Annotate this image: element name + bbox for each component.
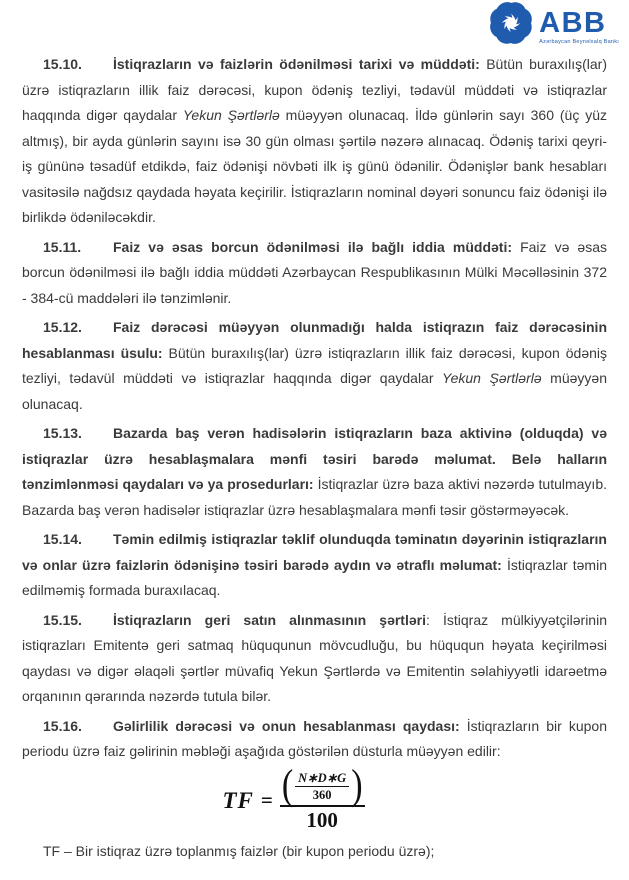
inner-numerator: N∗D∗G	[298, 770, 347, 785]
section-text: : İstiqraz mülkiyyətçilərinin istiqrazları Emitentə geri satmaq hüququnun mövcudluğu, bu hüququn həyata keçirilməsi qaydası və digər əlaqəli şərtlər müvafiq Yekun Şərtlərdə və Emitentin səlahiyyətli idarəetmə orqanının qərarında nəzərdə tutula bilər.	[22, 611, 607, 704]
coupon-interest-formula	[22, 762, 565, 832]
section-number: 15.11.	[43, 238, 82, 255]
section-number: 15.16.	[43, 717, 82, 734]
document-body	[22, 52, 607, 864]
section-number: 15.15.	[43, 611, 82, 628]
formula-numerator-group	[280, 762, 365, 809]
inner-fraction-bar	[295, 786, 349, 787]
logo-text-block	[539, 1, 619, 45]
section-paragraph	[22, 421, 607, 523]
outer-denominator: 100	[306, 807, 338, 832]
section-number: 15.12.	[43, 319, 82, 335]
section-heading: Təmin edilmiş istiqrazlar təklif olunduqda təminatın dəyərinin istiqrazların və onlar üzrə faizlərin ödənişinə təsiri barədə aydın və ətraflı məlumat:	[22, 531, 607, 573]
section-heading: İstiqrazların və faizlərin ödənilməsi tarixi və müddəti:	[113, 56, 480, 72]
abb-logo	[487, 1, 619, 47]
pinwheel-icon	[487, 0, 535, 47]
section-heading: Gəlirlilik dərəcəsi və onun hesablanması qaydası:	[113, 717, 460, 734]
section-number: 15.14.	[43, 531, 82, 547]
section-paragraph	[22, 52, 607, 231]
section-paragraph	[22, 608, 607, 710]
open-paren: (	[281, 762, 294, 809]
logo-brand: ABB	[539, 7, 607, 39]
formula-lhs: TF	[222, 787, 254, 813]
logo-subtitle: Azərbaycan Beynəlxalq Bankı	[539, 39, 619, 45]
section-heading: Faiz və əsas borcun ödənilməsi ilə bağlı iddia müddəti:	[113, 238, 513, 255]
section-number: 15.10.	[43, 56, 82, 72]
section-text: Yekun Şərtlərlə	[442, 370, 542, 386]
inner-denominator: 360	[312, 787, 332, 802]
formula-inner-fraction	[295, 771, 349, 802]
section-text: İstiqrazlar təmin edilməmiş formada buraxılacaq.	[22, 556, 607, 598]
section-text: Yekun Şərtlərlə	[182, 107, 280, 123]
section-paragraph	[22, 315, 607, 417]
formula-equals: =	[260, 788, 273, 812]
section-heading: Bazarda baş verən hadisələrin istiqrazların baza aktivinə (olduqda) və istiqrazlar üzrə hesablaşmalara mənfi təsiri barədə məlumat. Belə halların tənzimlənməsi qaydaları və ya prosedurları:	[22, 425, 607, 492]
section-text: İstiqrazlar üzrə baza aktivi nəzərdə tutulmayıb. Bazarda baş verən hadisələr istiqrazlar üzrə hesablaşmalara mənfi təsir göstərməyəcək.	[22, 476, 607, 518]
formula-outer-fraction	[280, 762, 365, 832]
section-heading: İstiqrazların geri satın alınmasının şərtləri	[113, 611, 426, 628]
close-paren: )	[351, 762, 363, 809]
section-heading: Faiz dərəcəsi müəyyən olunmadığı halda istiqrazın faiz dərəcəsinin hesablanması üsulu:	[22, 319, 607, 361]
section-text: İstiqrazların bir kupon periodu üzrə faiz gəlirinin məbləği aşağıda göstərilən düsturla müəyyən edilir:	[22, 717, 607, 759]
section-paragraph	[22, 235, 607, 312]
section-text: Bütün buraxılış(lar) üzrə istiqrazların illik faiz dərəcəsi, kupon ödəniş tezliyi, tədavül müddəti və istiqrazlar haqqında digər qaydalar	[22, 344, 607, 386]
section-text: Faiz və əsas borcun ödənilməsi ilə bağlı iddia müddəti Azərbaycan Respublikasının Mülki Məcəlləsinin 372 - 384-cü maddələri ilə tənzimlənir.	[22, 238, 608, 306]
section-text: Bütün buraxılış(lar) üzrə istiqrazların illik faiz dərəcəsi, kupon ödəniş tezliyi, tədavül müddəti və istiqrazlar haqqında digər qaydalar	[22, 56, 607, 123]
section-paragraph	[22, 527, 607, 604]
formula-legend-line: TF – Bir istiqraz üzrə toplanmış faizlər (bir kupon periodu üzrə);	[43, 842, 435, 859]
section-text: müəyyən olunacaq. İldə günlərin sayı 360 (üç yüz altmış), bir ayda günlərin sayını isə 30 gün olması şərtilə nəzərə alınacaq. Ödəniş tarixi qeyri-iş gününə təsadüf etdikdə, faiz ödənişi növbəti ilk iş günü ödənilir. Ödənişlər bank hesabları vasitəsilə nağdsız qaydada həyata keçirilir. İstiqrazların nominal dəyəri sonuncu faiz ödənişi ilə birlikdə ödəniləcəkdir.	[22, 107, 607, 225]
section-paragraph	[22, 714, 607, 765]
section-text: müəyyən olunacaq.	[22, 370, 607, 412]
section-number: 15.13.	[43, 425, 82, 441]
